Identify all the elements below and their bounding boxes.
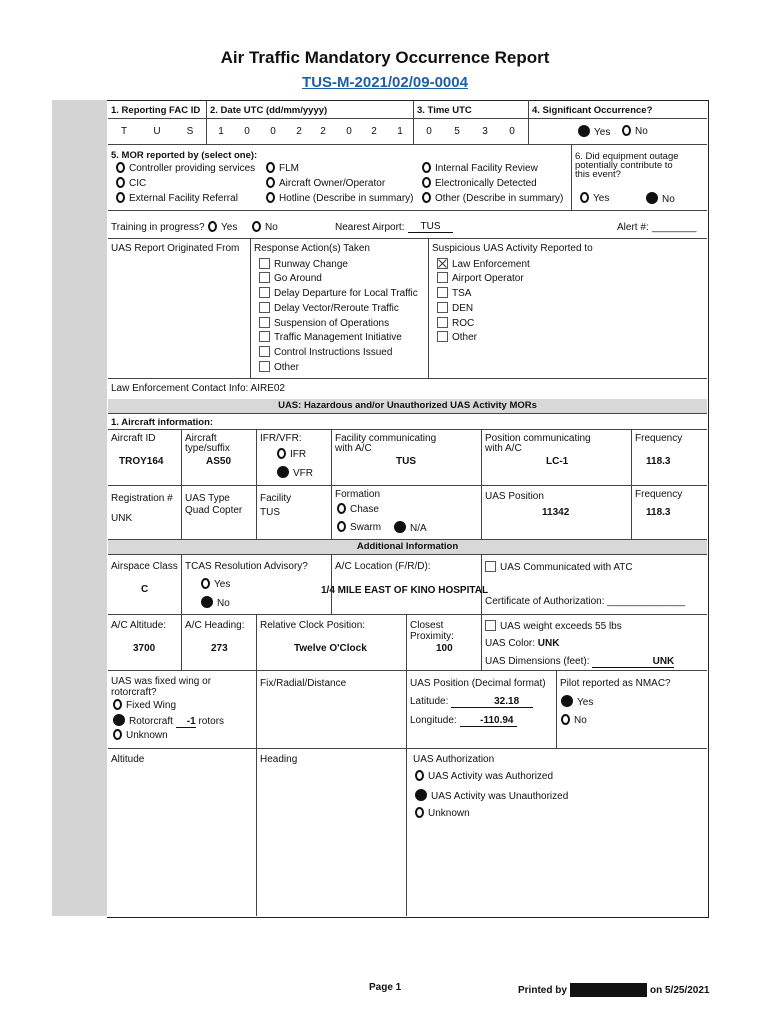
fixed-wing-question-2: rotorcraft? bbox=[111, 687, 157, 698]
printed-by-label: Printed by bbox=[518, 985, 567, 996]
suspicious-den[interactable]: DEN bbox=[437, 302, 473, 314]
equipment-outage-label-3: this event? bbox=[575, 169, 621, 180]
radio-filled-icon bbox=[578, 125, 590, 137]
suspicious-law-enforcement[interactable]: Law Enforcement bbox=[437, 258, 530, 270]
page-number: Page 1 bbox=[369, 982, 402, 993]
response-runway-change[interactable]: Runway Change bbox=[259, 258, 348, 270]
rotorcraft-radio[interactable]: Rotorcraft -1 rotors bbox=[113, 714, 224, 728]
aircraft-info-heading: 1. Aircraft information: bbox=[111, 417, 214, 428]
frequency-value-2: 118.3 bbox=[646, 507, 671, 518]
fac-char: S bbox=[186, 126, 194, 137]
suspicious-roc[interactable]: ROC bbox=[437, 317, 474, 329]
latitude: Latitude: 32.18 bbox=[410, 696, 533, 708]
left-gutter bbox=[52, 100, 108, 916]
position-communicating-label-2: with A/C bbox=[485, 443, 522, 454]
position-communicating-value: LC-1 bbox=[546, 456, 569, 467]
facility-communicating-value: TUS bbox=[396, 456, 416, 467]
training-no-radio[interactable]: No bbox=[252, 221, 278, 233]
nmac-label: Pilot reported as NMAC? bbox=[560, 678, 671, 689]
uas-dimensions: UAS Dimensions (feet): UNK bbox=[485, 656, 675, 667]
printed-date: on 5/25/2021 bbox=[650, 985, 710, 996]
mor-external-radio[interactable]: External Facility Referral bbox=[116, 192, 238, 204]
law-enforcement-label: Law Enforcement Contact Info: AIRE02 bbox=[111, 383, 285, 394]
suspicious-airport-operator[interactable]: Airport Operator bbox=[437, 272, 524, 284]
date-digit: 0 bbox=[244, 126, 250, 137]
auth-unknown-radio[interactable]: Unknown bbox=[415, 807, 470, 819]
formation-swarm-radio[interactable]: Swarm bbox=[337, 521, 381, 533]
airspace-class-value: C bbox=[141, 584, 149, 595]
position-communicating-label: Position communicating bbox=[485, 433, 591, 444]
formation-chase-radio[interactable]: Chase bbox=[337, 503, 379, 515]
response-label: Response Action(s) Taken bbox=[254, 243, 370, 254]
formation-label: Formation bbox=[335, 489, 381, 500]
altitude-label: Altitude bbox=[111, 754, 145, 765]
unknown-radio[interactable]: Unknown bbox=[113, 729, 168, 741]
response-control-instructions[interactable]: Control Instructions Issued bbox=[259, 346, 392, 358]
response-go-around[interactable]: Go Around bbox=[259, 272, 322, 284]
alert-label: Alert #: bbox=[617, 222, 649, 233]
mor-flm-radio[interactable]: FLM bbox=[266, 162, 299, 174]
report-id-link[interactable]: TUS-M-2021/02/09-0004 bbox=[302, 74, 468, 91]
significant-yes-radio[interactable]: Yes bbox=[578, 125, 610, 138]
clock-position-value: Twelve O'Clock bbox=[294, 643, 367, 654]
frequency-value: 118.3 bbox=[646, 456, 671, 467]
nearest-airport-value: TUS bbox=[408, 221, 453, 233]
facility-value: TUS bbox=[260, 507, 280, 518]
certificate-label: Certificate of Authorization: ______________ bbox=[485, 596, 686, 607]
longitude-value: -110.94 bbox=[460, 715, 517, 727]
response-tmi[interactable]: Traffic Management Initiative bbox=[259, 331, 402, 343]
law-enforcement-value: AIRE02 bbox=[250, 383, 285, 394]
training-label: Training in progress? bbox=[111, 222, 205, 233]
uas-type-value: Quad Copter bbox=[185, 505, 243, 516]
auth-unauthorized-radio[interactable]: UAS Activity was Unauthorized bbox=[415, 789, 568, 802]
aircraft-id-value: TROY164 bbox=[119, 456, 164, 467]
uas-authorization-label: UAS Authorization bbox=[413, 754, 495, 765]
nmac-no-radio[interactable]: No bbox=[561, 714, 587, 726]
ac-location-label: A/C Location (F/R/D): bbox=[335, 561, 431, 572]
reporting-fac-label: 1. Reporting FAC ID bbox=[111, 105, 201, 116]
response-other[interactable]: Other bbox=[259, 361, 299, 373]
aircraft-id-label: Aircraft ID bbox=[111, 433, 156, 444]
heading-label: Heading bbox=[260, 754, 298, 765]
aircraft-type-value: AS50 bbox=[206, 456, 232, 467]
mor-internal-radio[interactable]: Internal Facility Review bbox=[422, 162, 538, 174]
frequency-label-2: Frequency bbox=[635, 489, 683, 500]
equipment-outage-label-2: potentially contribute to bbox=[575, 160, 673, 171]
closest-proximity-label: Closest bbox=[410, 620, 444, 631]
date-digit: 2 bbox=[371, 126, 377, 137]
uas-position-decimal-label: UAS Position (Decimal format) bbox=[410, 678, 546, 689]
fixed-wing-radio[interactable]: Fixed Wing bbox=[113, 699, 176, 711]
suspicious-tsa[interactable]: TSA bbox=[437, 287, 471, 299]
additional-info-header: Additional Information bbox=[108, 540, 707, 554]
ac-altitude-value: 3700 bbox=[133, 643, 156, 654]
airspace-class-label: Airspace Class bbox=[111, 561, 178, 572]
response-suspension[interactable]: Suspension of Operations bbox=[259, 317, 389, 329]
mor-label: 5. MOR reported by (select one): bbox=[111, 150, 258, 161]
date-digit: 2 bbox=[296, 126, 302, 137]
radio-empty-icon bbox=[622, 125, 631, 136]
uas-communicated-checkbox[interactable]: UAS Communicated with ATC bbox=[485, 561, 633, 573]
uas-position-label: UAS Position bbox=[485, 491, 544, 502]
significant-occurrence-label: 4. Significant Occurrence? bbox=[532, 105, 653, 116]
mor-controller-radio[interactable]: Controller providing services bbox=[116, 162, 255, 174]
time-label: 3. Time UTC bbox=[417, 105, 472, 116]
page-title: Air Traffic Mandatory Occurrence Report bbox=[220, 48, 550, 67]
equipment-outage-label: 6. Did equipment outage bbox=[575, 151, 679, 162]
facility-label: Facility bbox=[260, 493, 292, 504]
uas-weight-checkbox[interactable]: UAS weight exceeds 55 lbs bbox=[485, 620, 622, 632]
checkbox-icon bbox=[259, 258, 270, 269]
ac-heading-value: 273 bbox=[211, 643, 228, 654]
rotors-count: -1 bbox=[176, 716, 196, 728]
uas-section-header: UAS: Hazardous and/or Unauthorized UAS Activity MORs bbox=[108, 399, 707, 413]
aircraft-type-label: Aircraft bbox=[185, 433, 217, 444]
tcas-no-radio[interactable]: No bbox=[201, 596, 230, 609]
response-delay-vector[interactable]: Delay Vector/Reroute Traffic bbox=[259, 302, 399, 314]
mor-owner-radio[interactable]: Aircraft Owner/Operator bbox=[266, 177, 385, 189]
fixed-wing-question: UAS was fixed wing or bbox=[111, 676, 212, 687]
date-digit: 1 bbox=[397, 126, 403, 137]
tcas-yes-radio[interactable]: Yes bbox=[201, 578, 230, 590]
ac-location-value: 1/4 MILE EAST OF KINO HOSPITAL bbox=[321, 585, 489, 596]
latitude-value: 32.18 bbox=[451, 696, 533, 708]
fac-char: U bbox=[153, 126, 161, 137]
closest-proximity-label-2: Proximity: bbox=[410, 631, 454, 642]
fac-char: T bbox=[120, 126, 128, 137]
redaction-block bbox=[570, 983, 647, 997]
significant-no-radio[interactable]: No bbox=[622, 125, 648, 137]
registration-value: UNK bbox=[111, 513, 133, 524]
mor-other-radio[interactable]: Other (Describe in summary) bbox=[422, 192, 563, 204]
mor-electronic-radio[interactable]: Electronically Detected bbox=[422, 177, 537, 189]
ifr-vfr-label: IFR/VFR: bbox=[260, 433, 302, 444]
suspicious-label: Suspicious UAS Activity Reported to bbox=[432, 243, 593, 254]
nmac-yes-radio[interactable]: Yes bbox=[561, 695, 593, 708]
closest-proximity-value: 100 bbox=[436, 643, 453, 654]
ac-altitude-label: A/C Altitude: bbox=[111, 620, 167, 631]
training-yes-radio[interactable]: Yes bbox=[208, 221, 237, 233]
date-digit: 2 bbox=[320, 126, 326, 137]
formation-na-radio[interactable]: N/A bbox=[394, 521, 427, 534]
time-digit: 5 bbox=[454, 126, 460, 137]
nearest-airport-label: Nearest Airport: bbox=[335, 222, 405, 233]
longitude: Longitude: -110.94 bbox=[410, 715, 517, 727]
equipment-no-radio[interactable]: No bbox=[646, 192, 675, 205]
date-digit: 0 bbox=[346, 126, 352, 137]
aircraft-type-label-2: type/suffix bbox=[185, 443, 230, 454]
facility-communicating-label-2: with A/C bbox=[335, 443, 372, 454]
time-digit: 3 bbox=[482, 126, 488, 137]
checkbox-checked-icon bbox=[437, 258, 448, 269]
suspicious-other[interactable]: Other bbox=[437, 331, 477, 343]
clock-position-label: Relative Clock Position: bbox=[260, 620, 366, 631]
vfr-radio[interactable]: VFR bbox=[277, 466, 313, 479]
equipment-yes-radio[interactable]: Yes bbox=[580, 192, 609, 204]
date-digit: 0 bbox=[270, 126, 276, 137]
ifr-radio[interactable]: IFR bbox=[277, 448, 306, 460]
response-delay-departure[interactable]: Delay Departure for Local Traffic bbox=[259, 287, 418, 299]
fix-radial-distance-label: Fix/Radial/Distance bbox=[260, 678, 347, 689]
date-digit: 1 bbox=[218, 126, 224, 137]
registration-label: Registration # bbox=[111, 493, 173, 504]
mor-hotline-radio[interactable]: Hotline (Describe in summary) bbox=[266, 192, 413, 204]
facility-communicating-label: Facility communicating bbox=[335, 433, 437, 444]
uas-origin-label: UAS Report Originated From bbox=[111, 243, 240, 254]
time-digit: 0 bbox=[509, 126, 515, 137]
time-digit: 0 bbox=[426, 126, 432, 137]
uas-color-value: UNK bbox=[537, 638, 560, 649]
uas-color: UAS Color: UNK bbox=[485, 638, 560, 649]
mor-cic-radio[interactable]: CIC bbox=[116, 177, 146, 189]
date-label: 2. Date UTC (dd/mm/yyyy) bbox=[210, 105, 328, 116]
ac-heading-label: A/C Heading: bbox=[185, 620, 245, 631]
alert-blank: ________ bbox=[652, 222, 697, 233]
uas-position-value: 11342 bbox=[542, 507, 570, 518]
uas-dimensions-value: UNK bbox=[592, 656, 674, 668]
auth-authorized-radio[interactable]: UAS Activity was Authorized bbox=[415, 770, 553, 782]
tcas-label: TCAS Resolution Advisory? bbox=[185, 561, 308, 572]
uas-type-label: UAS Type bbox=[185, 493, 230, 504]
frequency-label: Frequency bbox=[635, 433, 683, 444]
